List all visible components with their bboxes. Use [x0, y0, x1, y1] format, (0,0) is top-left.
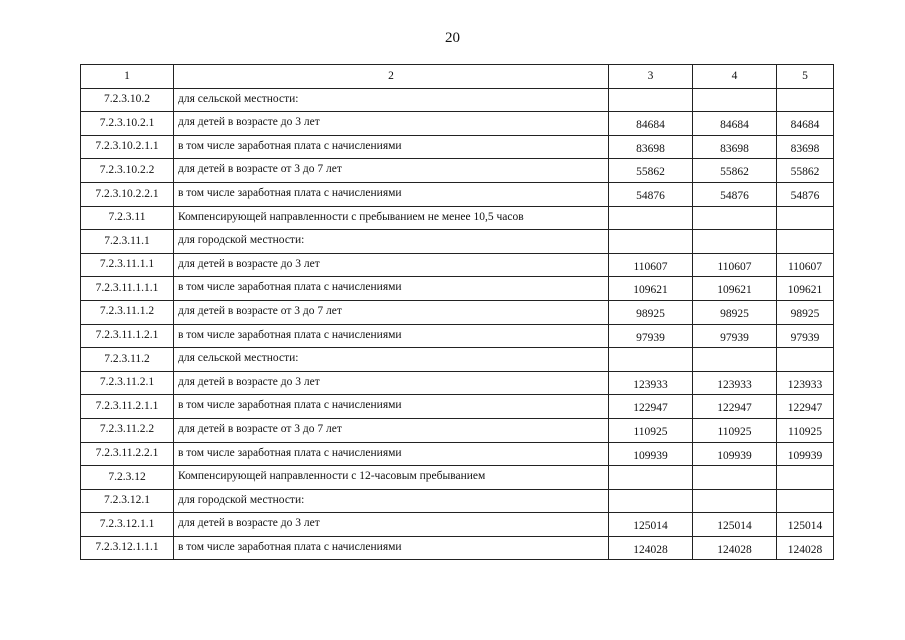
row-value-col5: 84684	[777, 112, 834, 136]
page-number: 20	[445, 30, 460, 46]
row-value-col3	[609, 466, 693, 490]
table-row	[81, 536, 834, 560]
row-value-col4: 123933	[693, 371, 777, 395]
row-code: 7.2.3.10.2.1.1	[81, 135, 174, 159]
row-value-col3: 110607	[609, 253, 693, 277]
row-value-col3: 124028	[609, 536, 693, 560]
row-code: 7.2.3.10.2.1	[81, 112, 174, 136]
table-row	[81, 88, 834, 112]
row-code: 7.2.3.12.1	[81, 489, 174, 513]
row-code: 7.2.3.11.1.1.1	[81, 277, 174, 301]
row-value-col5: 110925	[777, 418, 834, 442]
table-row	[81, 112, 834, 136]
row-value-col4: 54876	[693, 182, 777, 206]
row-name: в том числе заработная плата с начислениями	[174, 536, 609, 560]
row-value-col3: 97939	[609, 324, 693, 348]
header-col-3: 3	[609, 65, 693, 89]
row-name: для городской местности:	[174, 230, 609, 254]
table-row	[81, 230, 834, 254]
row-value-col3: 109621	[609, 277, 693, 301]
row-value-col4	[693, 88, 777, 112]
row-name: в том числе заработная плата с начислениями	[174, 182, 609, 206]
row-name: для детей в возрасте до 3 лет	[174, 253, 609, 277]
table-row	[81, 489, 834, 513]
row-value-col5: 124028	[777, 536, 834, 560]
table-row	[81, 159, 834, 183]
row-value-col3: 83698	[609, 135, 693, 159]
row-value-col5: 125014	[777, 513, 834, 537]
row-value-col4: 124028	[693, 536, 777, 560]
row-code: 7.2.3.11.1	[81, 230, 174, 254]
table-row	[81, 182, 834, 206]
row-code: 7.2.3.11.2.1.1	[81, 395, 174, 419]
header-col-1: 1	[81, 65, 174, 89]
row-value-col5: 55862	[777, 159, 834, 183]
row-value-col5	[777, 230, 834, 254]
row-value-col4: 84684	[693, 112, 777, 136]
row-name: Компенсирующей направленности с пребыванием не менее 10,5 часов	[174, 206, 609, 230]
row-value-col5: 97939	[777, 324, 834, 348]
row-name: для детей в возрасте до 3 лет	[174, 112, 609, 136]
row-code: 7.2.3.11.1.2	[81, 300, 174, 324]
tariff-table	[80, 64, 834, 560]
table-row	[81, 206, 834, 230]
row-value-col5: 83698	[777, 135, 834, 159]
row-value-col3	[609, 206, 693, 230]
row-name: в том числе заработная плата с начислениями	[174, 442, 609, 466]
row-name: для детей в возрасте от 3 до 7 лет	[174, 300, 609, 324]
row-value-col4: 97939	[693, 324, 777, 348]
row-value-col3: 125014	[609, 513, 693, 537]
row-value-col4	[693, 206, 777, 230]
row-value-col4: 122947	[693, 395, 777, 419]
row-value-col5: 98925	[777, 300, 834, 324]
table-body	[81, 65, 834, 560]
row-value-col3: 55862	[609, 159, 693, 183]
row-code: 7.2.3.12.1.1	[81, 513, 174, 537]
header-col-4: 4	[693, 65, 777, 89]
row-value-col4: 110925	[693, 418, 777, 442]
row-name: для детей в возрасте от 3 до 7 лет	[174, 159, 609, 183]
row-value-col3: 98925	[609, 300, 693, 324]
row-value-col5: 122947	[777, 395, 834, 419]
table-header-row	[81, 65, 834, 89]
table-row	[81, 466, 834, 490]
row-value-col5: 109621	[777, 277, 834, 301]
row-code: 7.2.3.11.2	[81, 348, 174, 372]
row-value-col5	[777, 206, 834, 230]
table-row	[81, 348, 834, 372]
row-code: 7.2.3.10.2	[81, 88, 174, 112]
header-col-2: 2	[174, 65, 609, 89]
row-value-col4: 55862	[693, 159, 777, 183]
row-value-col4	[693, 489, 777, 513]
row-value-col5	[777, 466, 834, 490]
header-col-5: 5	[777, 65, 834, 89]
row-value-col4	[693, 348, 777, 372]
row-value-col4: 110607	[693, 253, 777, 277]
row-value-col5	[777, 489, 834, 513]
table-row	[81, 371, 834, 395]
row-value-col4	[693, 466, 777, 490]
row-value-col4: 83698	[693, 135, 777, 159]
table-row	[81, 277, 834, 301]
row-name: для городской местности:	[174, 489, 609, 513]
row-code: 7.2.3.11.2.2	[81, 418, 174, 442]
table-row	[81, 324, 834, 348]
row-value-col3	[609, 88, 693, 112]
row-value-col3: 109939	[609, 442, 693, 466]
row-name: в том числе заработная плата с начислениями	[174, 395, 609, 419]
row-name: для детей в возрасте до 3 лет	[174, 371, 609, 395]
table-row	[81, 395, 834, 419]
row-value-col5: 123933	[777, 371, 834, 395]
row-name: в том числе заработная плата с начислениями	[174, 277, 609, 301]
row-value-col4	[693, 230, 777, 254]
row-name: для сельской местности:	[174, 88, 609, 112]
table-row	[81, 418, 834, 442]
row-name: для сельской местности:	[174, 348, 609, 372]
row-value-col4: 109939	[693, 442, 777, 466]
row-code: 7.2.3.10.2.2.1	[81, 182, 174, 206]
row-value-col5: 109939	[777, 442, 834, 466]
row-value-col3: 110925	[609, 418, 693, 442]
table-row	[81, 135, 834, 159]
row-code: 7.2.3.10.2.2	[81, 159, 174, 183]
row-value-col4: 98925	[693, 300, 777, 324]
table-row	[81, 442, 834, 466]
row-value-col5: 110607	[777, 253, 834, 277]
row-name: для детей в возрасте до 3 лет	[174, 513, 609, 537]
row-code: 7.2.3.12.1.1.1	[81, 536, 174, 560]
table-row	[81, 300, 834, 324]
row-value-col3: 123933	[609, 371, 693, 395]
row-value-col4: 125014	[693, 513, 777, 537]
row-value-col5	[777, 88, 834, 112]
row-name: в том числе заработная плата с начислениями	[174, 324, 609, 348]
row-value-col3	[609, 230, 693, 254]
row-value-col3	[609, 348, 693, 372]
table-row	[81, 513, 834, 537]
row-value-col4: 109621	[693, 277, 777, 301]
row-code: 7.2.3.12	[81, 466, 174, 490]
row-value-col3: 84684	[609, 112, 693, 136]
row-code: 7.2.3.11	[81, 206, 174, 230]
table-row	[81, 253, 834, 277]
row-code: 7.2.3.11.1.2.1	[81, 324, 174, 348]
row-name: в том числе заработная плата с начислениями	[174, 135, 609, 159]
row-value-col5	[777, 348, 834, 372]
row-value-col3: 122947	[609, 395, 693, 419]
row-name: для детей в возрасте от 3 до 7 лет	[174, 418, 609, 442]
row-value-col3	[609, 489, 693, 513]
row-code: 7.2.3.11.2.1	[81, 371, 174, 395]
row-name: Компенсирующей направленности с 12-часовым пребыванием	[174, 466, 609, 490]
row-code: 7.2.3.11.1.1	[81, 253, 174, 277]
row-code: 7.2.3.11.2.2.1	[81, 442, 174, 466]
row-value-col3: 54876	[609, 182, 693, 206]
row-value-col5: 54876	[777, 182, 834, 206]
